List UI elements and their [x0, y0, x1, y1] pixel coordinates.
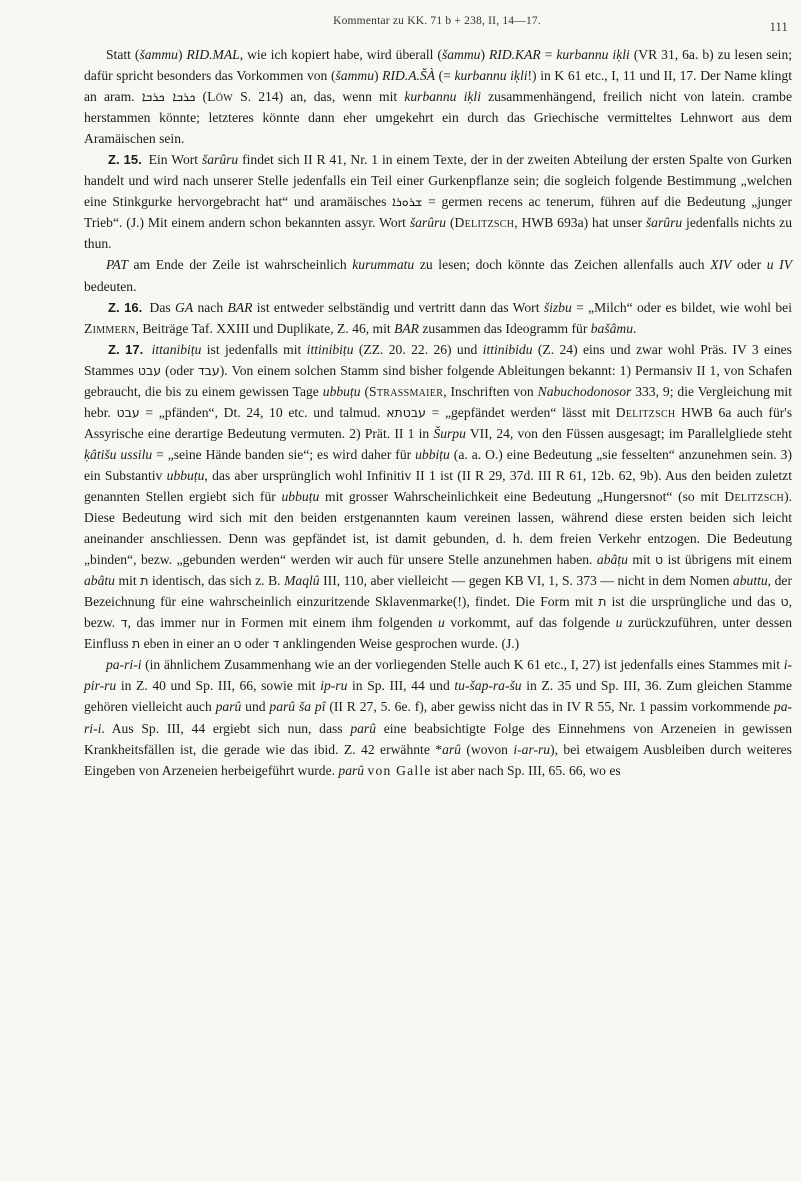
paragraph-pat: PAT am Ende der Zeile ist wahrscheinlich kurummatu zu lesen; doch könnte das Zeichen allenfalls auch XIV oder u IV bedeuten. — [84, 257, 793, 294]
paragraph-pa-ri-i: pa-ri-i (in ähnlichem Zusammenhang wie an der vorliegenden Stelle auch K 61 etc., I, 27) ist jedenfalls eines Stammes mit i-pir-ru in Z. 40 und Sp. III, 66, sowie mit ip-ru in Sp. III, 44 und tu-šap-ra-šu in Z. 35 und Sp. III, 36. Zum gleichen Stamme gehören vielleicht auch parû und parû ša pî (II R 27, 5. 6e. f), aber gewiss nicht das in IV R 55, Nr. 1 passim vorkommende pa-ri-i. Aus Sp. III, 44 ergiebt sich nun, dass parû eine beabsichtigte Folge des Einnehmens von Arzeneien in gewissen Krankheitsfällen ist, die gerade wie das ibid. Z. 42 erwähnte *arû (wovon i-ar-ru), bei etwaigem Ausbleiben durch weiteres Eingeben von Arzeneien herbeigeführt wurde. parû von Galle ist aber nach Sp. III, 65. 66, wo es — [84, 657, 793, 778]
running-title: Kommentar zu KK. 71 b + 238, II, 14—17. — [333, 15, 541, 27]
paragraph-z16: Z. 16. Das GA nach BAR ist entweder selbständig und vertritt dann das Wort šizbu = „Milch“ oder es bildet, wie wohl bei Zimmern, Beiträge Taf. XXIII und Duplikate, Z. 46, mit BAR zusammen das Ideogramm für bašâmu. — [84, 299, 792, 336]
paragraph-z15: Z. 15. Ein Wort šarûru findet sich II R 41, Nr. 1 in einem Texte, der in der zweiten Abteilung der ersten Spalte von Gurken handelt und wird nach unserer Stelle jedenfalls ein Teil einer Gurkenpflanze sein; die sogleich folgende Bestimmung „welchen eine Stinkgurke hervorgebracht hat“ und aramäisches ܫܪܘܪܐ = germen recens ac tenerum, führen auf die Bedeutung „junger Trieb“. (J.) Mit einem andern schon bekannten assyr. Wort šarûru (Delitzsch, HWB 693a) hat unser šarûru jedenfalls nichts zu thun. — [84, 152, 793, 252]
paragraph-rid-kar: Statt (šammu) RID.MAL, wie ich kopiert habe, wird überall (šammu) RID.KAR = kurbannu iḳli (VR 31, 6a. b) zu lesen sein; dafür spricht besonders das Vorkommen von (šammu) RID.A.ŠÀ (= kurbannu iḳli!) in K 61 etc., I, 11 und II, 17. Der Name klingt an aram. ܟܪܒܐ ܟܪܒܐ (Löw S. 214) an, das, wenn mit kurbannu iḳli zusammenhängend, freilich nicht von latein. crambe herstammen könnte; letzteres könnte dann eher umgekehrt ein durch das Griechische vermitteltes Lehnwort aus dem Aramäischen sein. — [84, 47, 793, 147]
commentary-text — [84, 44, 792, 781]
page-number: 111 — [769, 20, 788, 34]
paragraph-z17: Z. 17. ittanibiṭu ist jedenfalls mit ittinibiṭu (ZZ. 20. 22. 26) und ittinibidu (Z. 24) eins und zwar wohl Präs. IV 3 eines Stammes עבט (oder עבד). Von einem solchen Stamm sind bisher folgende Ableitungen bekannt: 1) Permansiv II 1, von Schafen gebraucht, die bis zu einem gewissen Tage ubbuṭu (Strassmaier, Inschriften von Nabuchodonosor 333, 9; die Vergleichung mit hebr. עבט = „pfänden“, Dt. 24, 10 etc. und talmud. עבטתא = „gepfändet werden“ lässt mit Delitzsch HWB 6a auch für's Assyrische eine derartige Bedeutung vermuten. 2) Prät. II 1 in Šurpu VII, 24, von den Füssen ausgesagt; im Parallelgliede steht ḳâtišu ussilu = „seine Hände banden sie“; es wird daher für ubbiṭu (a. a. O.) eine Bedeutung „sie fesselten“ anzunehmen sein. 3) ein Substantiv ubbuṭu, das aber ursprünglich wohl Infinitiv II 1 ist (II R 29, 37d. III R 61, 12b. 62, 9b). Aus den beiden zuletzt genannten Stellen ergiebt sich für ubbuṭu mit grosser Wahrscheinlichkeit eine Bedeutung „Hungersnot“ (so mit Delitzsch). Diese Bedeutung wird sich mit den beiden erstgenannten kaum vereinen lassen, während diese ersten beiden sich leicht aneinander anschliessen. Denn was gepfändet ist, ist damit gebunden, d. h. dem freien Verkehr entzogen. Die Bedeutung „binden“, bezw. „gebunden werden“ werden wir auch für unsere Stelle anzunehmen haben. abâṭu mit ט ist übrigens mit einem abâtu mit ת identisch, das sich z. B. Maqlû III, 110, aber vielleicht — gegen KB VI, 1, S. 373 — nicht in dem Nomen abuttu, der Bezeichnung für eine wahrscheinlich einzuritzende Sklavenmarke(!), findet. Die Form mit ת ist die ursprüngliche und das ט, bezw. ד, das immer nur in Formen mit einem ihm folgenden u vorkommt, auf das folgende u zurückzuführen, unter dessen Einfluss ת eben in einer an ט oder ד anklingenden Weise gesprochen wurde. (J.) — [84, 341, 793, 652]
